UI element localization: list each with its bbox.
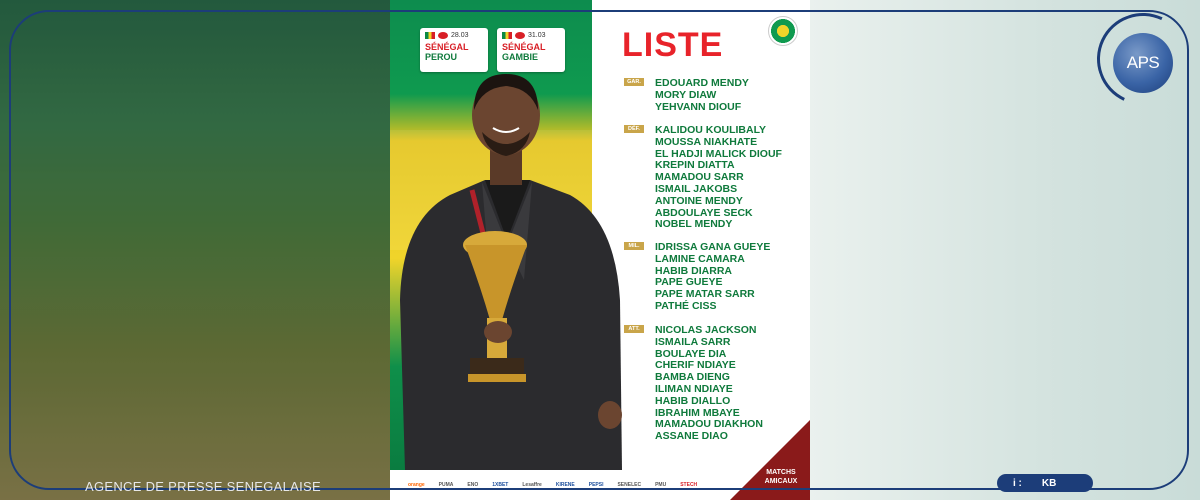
- player-name: CHERIF NDIAYE: [655, 359, 736, 372]
- player-name: ANTOINE MENDY: [655, 194, 743, 207]
- position-tag: MIL.: [624, 242, 644, 250]
- match-date: 28.03: [451, 32, 469, 39]
- player-name: NOBEL MENDY: [655, 218, 733, 231]
- player-name: BOULAYE DIA: [655, 347, 727, 360]
- sponsor-logo: PUMA: [438, 482, 454, 488]
- match-date: 31.03: [528, 32, 546, 39]
- sponsor-logo: SENELEC: [617, 482, 642, 488]
- position-tag: GAR.: [624, 78, 644, 86]
- sponsor-logo: orange: [408, 482, 425, 488]
- player-name: PAPE GUEYE: [655, 276, 723, 289]
- sponsor-logo: ENO: [467, 482, 479, 488]
- player-name: LAMINE CAMARA: [655, 252, 745, 265]
- position-tag: DÉF.: [624, 125, 644, 133]
- player-name: HABIB DIARRA: [655, 264, 732, 277]
- player-name: ILIMAN NDIAYE: [655, 382, 733, 395]
- player-name: EDOUARD MENDY: [655, 77, 749, 89]
- match-home-team: SÉNÉGAL: [425, 42, 469, 52]
- sponsor-logo: STECH: [680, 482, 698, 488]
- poster-title: LISTE: [622, 26, 724, 64]
- player-name: NICOLAS JACKSON: [655, 324, 757, 336]
- outer-frame: [9, 10, 1189, 490]
- sponsor-logo: KIRENE: [555, 482, 575, 488]
- player-name: ABDOULAYE SECK: [655, 206, 753, 219]
- match-home-team: SÉNÉGAL: [502, 42, 546, 52]
- player-name: EL HADJI MALICK DIOUF: [655, 147, 782, 160]
- photo-credit-badge: [997, 474, 1093, 492]
- player-name: IBRAHIM MBAYE: [655, 406, 740, 419]
- player-name: KREPIN DIATTA: [655, 159, 735, 172]
- sponsor-logo: PEPSI: [588, 482, 604, 488]
- player-name: YEHVANN DIOUF: [655, 100, 742, 113]
- player-name: MOUSSA NIAKHATE: [655, 135, 758, 148]
- corner-label: MATCHS AMICAUX: [764, 469, 798, 485]
- player-name: MORY DIAW: [655, 88, 717, 101]
- player-name: PATHÉ CISS: [655, 299, 717, 312]
- player-name: MAMADOU SARR: [655, 171, 744, 184]
- player-name: HABIB DIALLO: [655, 394, 731, 407]
- sponsor-logo: 1XBET: [492, 482, 509, 488]
- agency-name: AGENCE DE PRESSE SENEGALAISE: [85, 479, 321, 494]
- player-name: ASSANE DIAO: [655, 430, 728, 443]
- player-name: KALIDOU KOULIBALY: [655, 124, 767, 136]
- sponsor-logo: Lesaffre: [522, 482, 542, 488]
- position-tag: ATT.: [624, 325, 644, 333]
- match-away-team: GAMBIE: [502, 52, 538, 62]
- match-away-team: PEROU: [425, 52, 458, 62]
- player-name: MAMADOU DIAKHON: [655, 418, 763, 431]
- sponsor-logo: PMU: [655, 482, 667, 488]
- player-name: PAPE MATAR SARR: [655, 288, 755, 301]
- aps-logo: [1097, 13, 1189, 105]
- player-name: ISMAIL JAKOBS: [655, 182, 738, 195]
- player-name: ISMAILA SARR: [655, 335, 731, 348]
- logo-text: APS: [1113, 33, 1173, 93]
- credit-prefix: i :: [1013, 477, 1022, 489]
- credit-author: KB: [1041, 477, 1057, 489]
- player-name: IDRISSA GANA GUEYE: [655, 241, 771, 253]
- player-name: BAMBA DIENG: [655, 371, 730, 384]
